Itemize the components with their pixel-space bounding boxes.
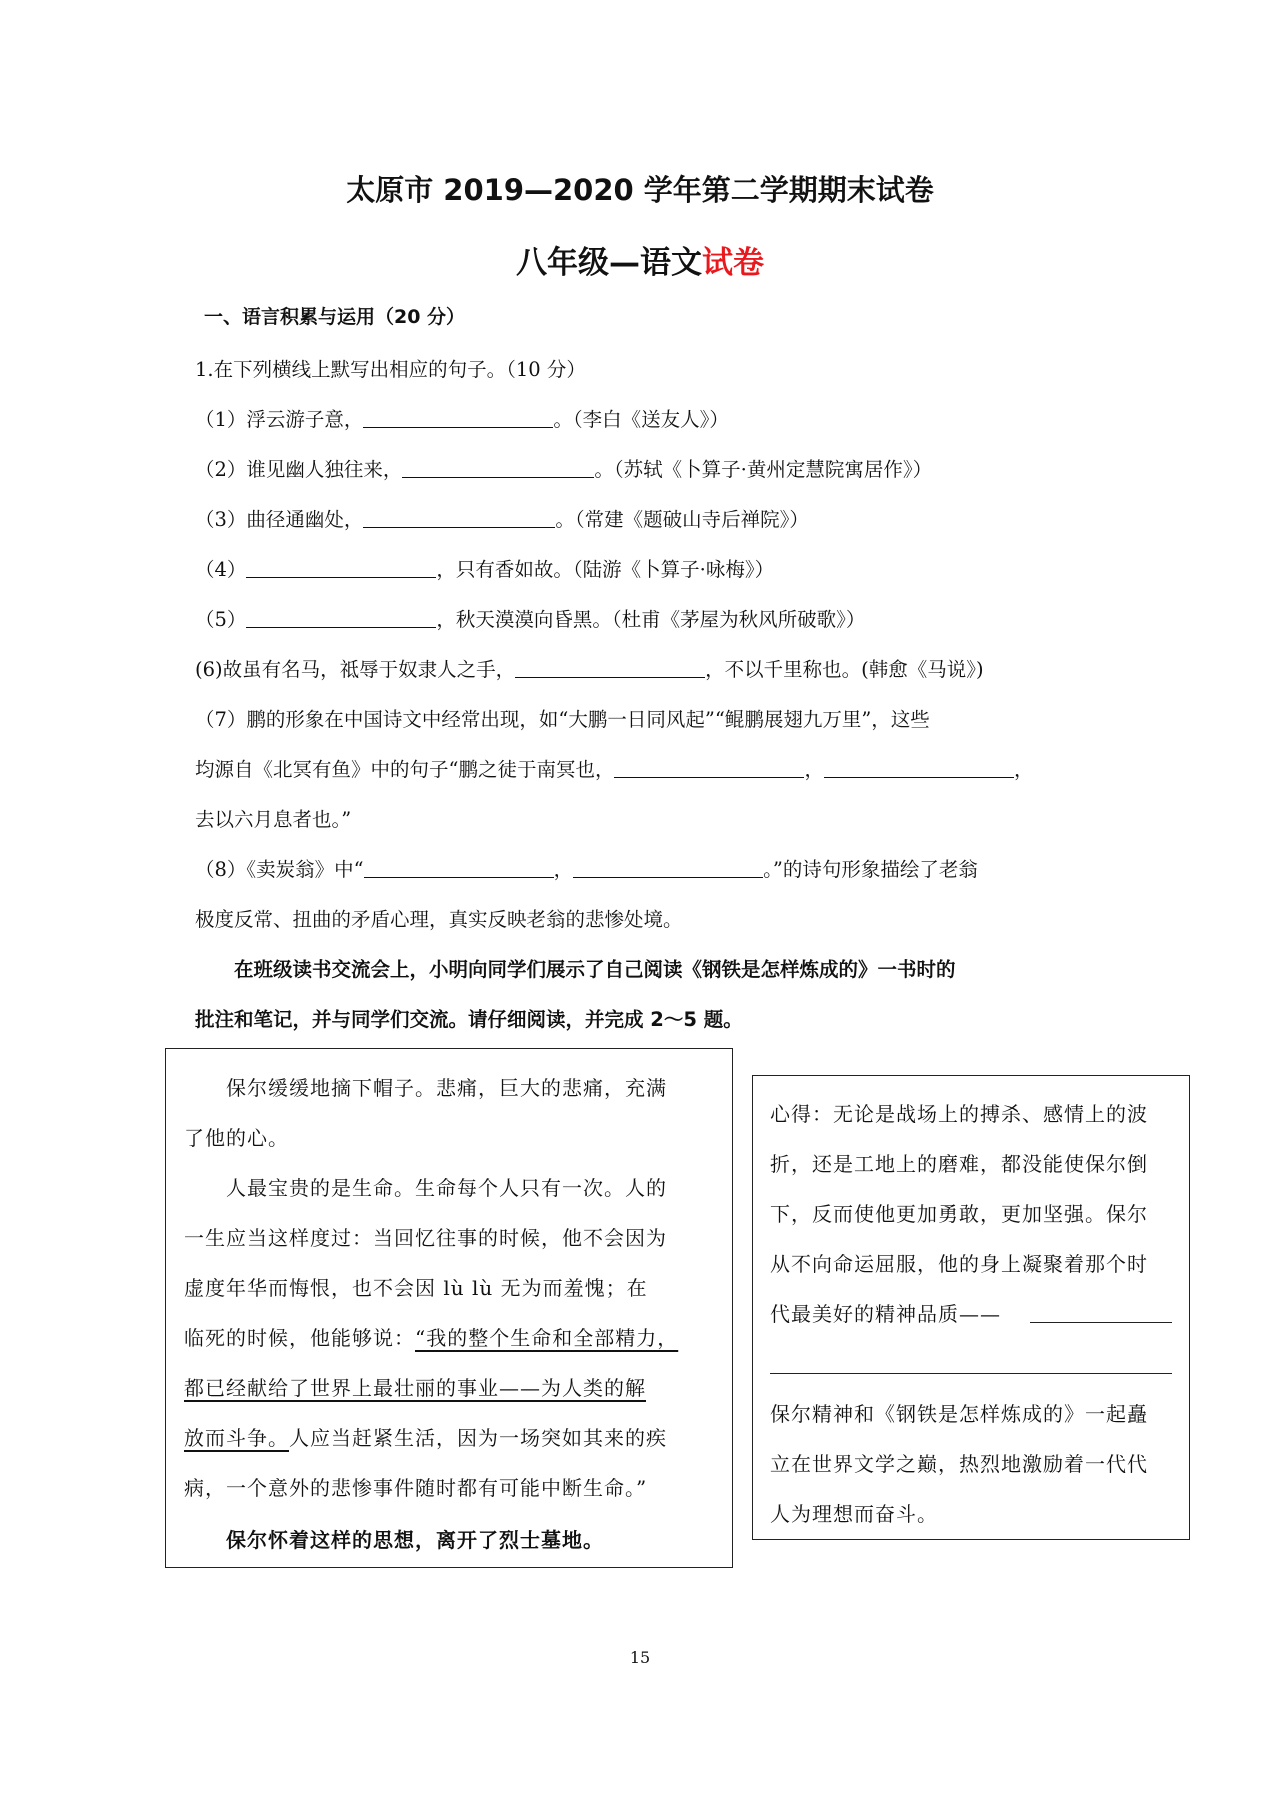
item-8 [195, 854, 978, 882]
item-7-line-3: 去以六月息者也。” [195, 808, 352, 831]
item-2-post: 。（苏轼《卜算子·黄州定慧院寓居作》） [594, 458, 933, 481]
item-3 [195, 504, 809, 532]
item-5-post: ，秋天漠漠向昏黑。（杜甫《茅屋为秋风所破歌》） [436, 608, 866, 631]
question-1-intro: 1.在下列横线上默写出相应的句子。（10 分） [195, 358, 586, 381]
underlined-quote: 都已经献给了世界上最壮丽的事业——为人类的解 [184, 1376, 646, 1400]
item-1-pre: （1）浮云游子意， [195, 408, 364, 431]
notes-answer-line[interactable] [1030, 1322, 1172, 1323]
answer-blank[interactable] [402, 459, 594, 478]
notes-line: 心得：无论是战场上的搏杀、感情上的波 [770, 1102, 1148, 1126]
item-6-post: ，不以千里称也。(韩愈《马说》) [705, 658, 984, 681]
reading-intro-line-2: 批注和笔记，并与同学们交流。请仔细阅读，并完成 2～5 题。 [195, 1008, 743, 1031]
excerpt-line: 保尔缓缓地摘下帽子。悲痛，巨大的悲痛，充满 [226, 1076, 667, 1100]
item-7-line-2 [195, 754, 1034, 782]
excerpt-line [184, 1322, 678, 1351]
item-6-pre: (6)故虽有名马，祗辱于奴隶人之手， [195, 658, 516, 681]
answer-blank[interactable] [824, 759, 1014, 778]
excerpt-line: 了他的心。 [184, 1126, 289, 1150]
answer-blank[interactable] [246, 559, 436, 578]
section-heading: 一、语言积累与运用（20 分） [204, 306, 466, 328]
excerpt-line: 病，一个意外的悲惨事件随时都有可能中断生命。” [184, 1476, 648, 1500]
excerpt-line: 虚度年华而悔恨，也不会因 lù lù 无为而羞愧；在 [184, 1276, 648, 1300]
answer-blank[interactable] [364, 859, 554, 878]
item-8-post: 。”的诗句形象描绘了老翁 [763, 858, 978, 881]
excerpt-line: 保尔怀着这样的思想，离开了烈士墓地。 [226, 1528, 604, 1552]
item-8-mid: ， [553, 858, 574, 881]
item-4-post: ，只有香如故。（陆游《卜算子·咏梅》） [436, 558, 775, 581]
item-2 [195, 454, 932, 482]
exam-subtitle [0, 237, 1280, 282]
answer-blank[interactable] [363, 509, 555, 528]
item-8-pre: （8）《卖炭翁》中“ [195, 858, 364, 881]
item-1-post: 。（李白《送友人》） [553, 408, 729, 431]
page-number: 15 [629, 1648, 651, 1667]
answer-blank[interactable] [363, 409, 553, 428]
notes-line: 保尔精神和《钢铁是怎样炼成的》一起矗 [770, 1402, 1148, 1426]
underlined-quote: 放而斗争。 [184, 1426, 289, 1450]
item-5 [195, 604, 865, 632]
reading-intro-line-1: 在班级读书交流会上，小明向同学们展示了自己阅读《钢铁是怎样炼成的》一书时的 [234, 958, 956, 981]
item-7-mid: ， [804, 758, 824, 781]
answer-blank[interactable] [614, 759, 804, 778]
notes-line: 下，反而使他更加勇敢，更加坚强。保尔 [770, 1202, 1148, 1226]
item-7-pre: 均源自《北冥有鱼》中的句子“鹏之徒于南冥也， [195, 758, 615, 781]
item-3-post: 。（常建《题破山寺后禅院》） [555, 508, 809, 531]
notes-line: 代最美好的精神品质—— [770, 1302, 1001, 1326]
notes-line: 立在世界文学之巅，热烈地激励着一代代 [770, 1452, 1148, 1476]
excerpt-line: 人最宝贵的是生命。生命每个人只有一次。人的 [226, 1176, 667, 1200]
item-7-post: ， [1014, 758, 1034, 781]
excerpt-line: 一生应当这样度过：当回忆往事的时候，他不会因为 [184, 1226, 667, 1250]
exam-title: 太原市 2019—2020 学年第二学期期末试卷 [346, 173, 934, 207]
subtitle-red: 试卷 [702, 245, 764, 281]
item-4 [195, 554, 774, 582]
item-7-line-1: （7）鹏的形象在中国诗文中经常出现，如“大鹏一日同风起”“鲲鹏展翅九万里”，这些 [195, 708, 930, 731]
excerpt-line [184, 1422, 667, 1451]
subtitle-main: 八年级—语文 [516, 245, 702, 281]
notes-line: 从不向命运屈服，他的身上凝聚着那个时 [770, 1252, 1148, 1276]
answer-blank[interactable] [515, 659, 705, 678]
item-8-line-2: 极度反常、扭曲的矛盾心理，真实反映老翁的悲惨处境。 [195, 908, 683, 931]
excerpt-text: 人应当赶紧生活，因为一场突如其来的疾 [289, 1426, 667, 1450]
notes-answer-line[interactable] [770, 1373, 1172, 1374]
item-3-pre: （3）曲径通幽处， [195, 508, 364, 531]
item-1 [195, 404, 729, 432]
item-4-pre: （4） [195, 558, 247, 581]
notes-line: 人为理想而奋斗。 [770, 1502, 938, 1526]
notes-line: 折，还是工地上的磨难，都没能使保尔倒 [770, 1152, 1148, 1176]
item-2-pre: （2）谁见幽人独往来， [195, 458, 403, 481]
underlined-quote: “我的整个生命和全部精力， [415, 1326, 679, 1350]
item-5-pre: （5） [195, 608, 247, 631]
item-6 [195, 654, 984, 682]
answer-blank[interactable] [246, 609, 436, 628]
excerpt-text: 临死的时候，他能够说： [184, 1326, 415, 1350]
answer-blank[interactable] [573, 859, 763, 878]
